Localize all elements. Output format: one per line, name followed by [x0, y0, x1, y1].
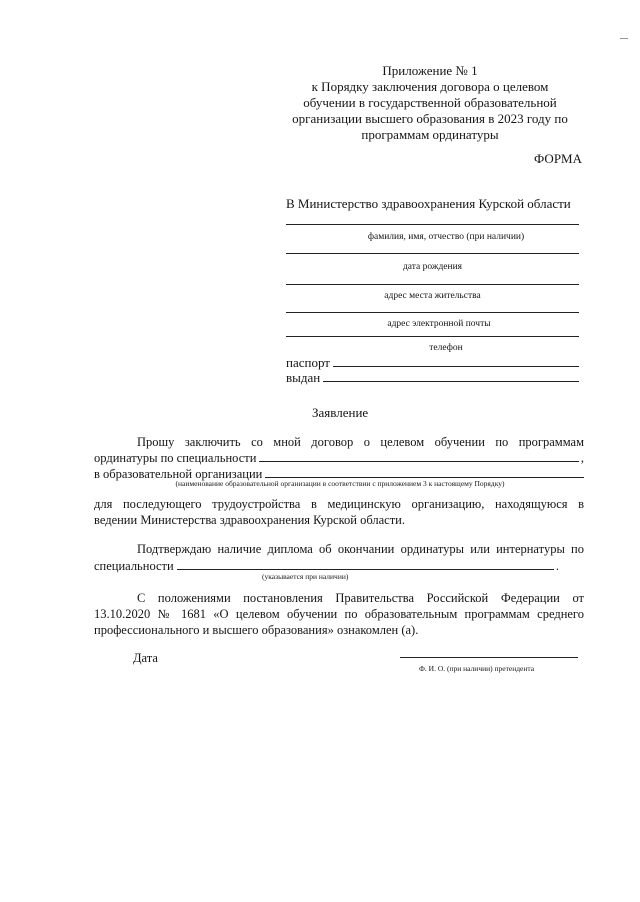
p3-line1: С положениями постановления Правительства Российской Федерации от — [137, 591, 584, 605]
appendix-line: обучении в государственной образовательной — [303, 95, 557, 110]
field-hint-address: адрес места жительства — [384, 291, 481, 301]
appendix-header — [270, 63, 590, 143]
passport-input-line — [333, 354, 579, 367]
field-line-phone — [286, 336, 579, 337]
p3-line3: профессионального и высшего образования» ознакомлен (а). — [94, 623, 419, 637]
p1-specialty-label: ординатуры по специальности — [94, 451, 257, 465]
specialty-input-line — [259, 449, 578, 462]
organization-input-line — [265, 465, 584, 478]
p1-line4: для последующего трудоустройства в медицинскую организацию, находящуюся в — [94, 497, 584, 511]
p1-line1: Прошу заключить со мной договор о целевом обучении по программам — [137, 435, 584, 449]
issued-input-line — [323, 369, 579, 382]
issued-label: выдан — [286, 370, 321, 385]
p1-line5: ведении Министерства здравоохранения Курской области. — [94, 513, 405, 527]
p2-line1: Подтверждаю наличие диплома об окончании ординатуры или интернатуры по — [137, 542, 584, 556]
field-line-birthdate — [286, 253, 579, 254]
date-label: Дата — [133, 651, 158, 665]
p3-line2: 13.10.2020 № 1681 «О целевом обучении по образовательным программам среднего — [94, 607, 584, 621]
p2-specialty-input-line — [177, 557, 554, 570]
appendix-line: программам ординатуры — [361, 127, 499, 142]
p1-organization-label: в образовательной организации — [94, 467, 263, 481]
form-label: ФОРМА — [534, 151, 582, 166]
field-hint-email: адрес электронной почты — [387, 319, 491, 329]
statement-title: Заявление — [312, 405, 369, 420]
p2-specialty-period: . — [555, 559, 559, 573]
appendix-line: Приложение № 1 — [382, 63, 478, 78]
signature-hint: Ф. И. О. (при наличии) претендента — [419, 664, 535, 673]
field-line-address — [286, 284, 579, 285]
p1-specialty-comma: , — [580, 451, 584, 465]
issued-field — [286, 369, 579, 386]
signature-line — [400, 657, 578, 658]
field-hint-birthdate: дата рождения — [402, 262, 463, 272]
field-hint-fio: фамилия, имя, отчество (при наличии) — [367, 232, 525, 242]
appendix-line: организации высшего образования в 2023 году по — [292, 111, 568, 126]
passport-label: паспорт — [286, 355, 330, 370]
p2-hint: (указывается при наличии) — [262, 572, 349, 581]
p1-specialty-field — [94, 449, 584, 466]
field-hint-phone: телефон — [429, 343, 463, 353]
field-line-fio — [286, 224, 579, 225]
scan-artifact — [620, 38, 628, 39]
p1-organization-hint: (наименование образовательной организации в соответствии с приложением 3 к настоящему Порядку) — [175, 479, 505, 488]
field-line-email — [286, 312, 579, 313]
p2-specialty-label: специальности — [94, 559, 174, 573]
addressee-to: В Министерство здравоохранения Курской области — [286, 196, 571, 211]
appendix-line: к Порядку заключения договора о целевом — [311, 79, 549, 94]
